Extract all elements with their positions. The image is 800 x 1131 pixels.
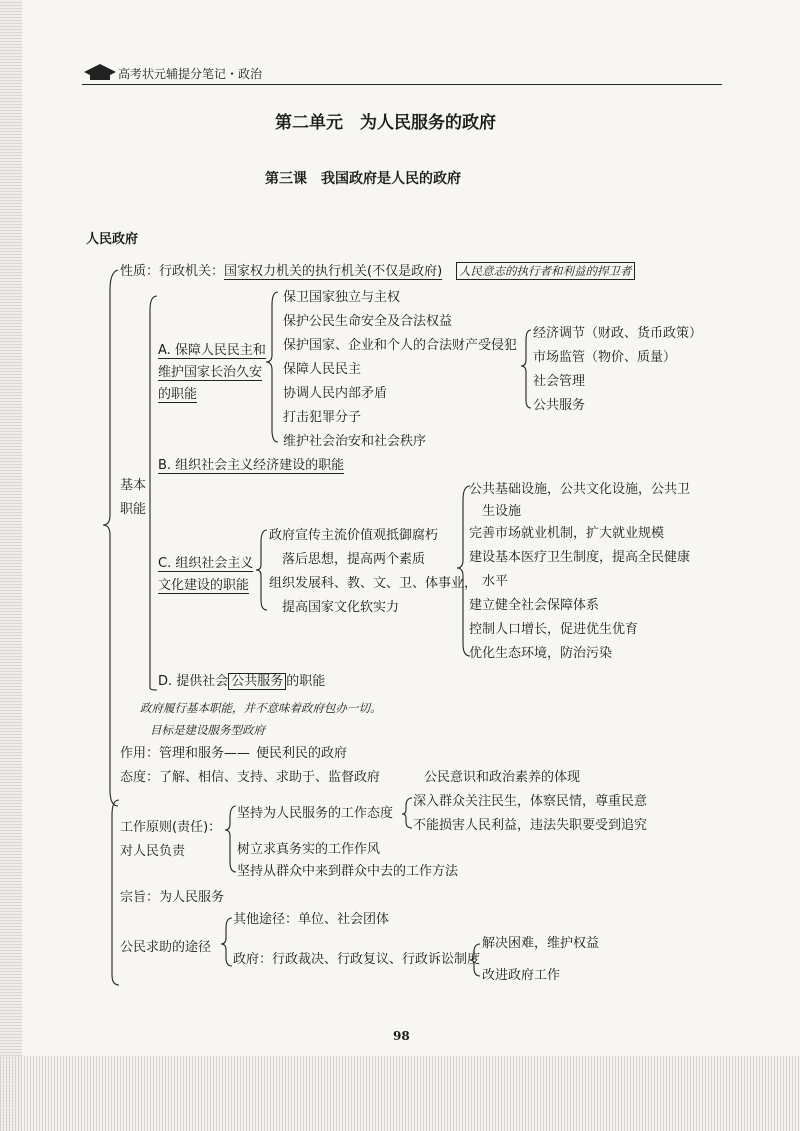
principle-item: 树立求真务实的工作作风: [237, 842, 381, 857]
social-item: 控制人口增长，促进优生优育: [469, 622, 639, 637]
attitude-sub: 不能损害人民利益，违法失职要受到追究: [413, 818, 648, 833]
help-government: 政府：行政裁决、行政复议、行政诉讼制度: [233, 952, 481, 967]
section-title: 人民政府: [86, 232, 139, 247]
page-number: 98: [393, 1029, 410, 1043]
function-a-item: 保障人民民主: [283, 362, 362, 377]
help-government-sub: 解决困难，维护权益: [482, 936, 600, 951]
attitude-sub: 深入群众关注民生，体察民情，尊重民意: [413, 794, 648, 809]
role-label: 作用：管理和服务——: [120, 746, 251, 761]
role-result: 便民利民的政府: [256, 746, 348, 761]
handwritten-note: 目标是建设服务型政府: [150, 723, 265, 737]
social-item: 完善市场就业机制，扩大就业规模: [469, 526, 665, 541]
lesson-title: 第三课 我国政府是人民的政府: [265, 171, 461, 187]
nature-row: [120, 264, 442, 280]
principle-label-2: 对人民负责: [120, 844, 186, 859]
culture-item: 组织发展科、教、文、卫、体事业，: [269, 576, 478, 591]
social-item: 优化生态环境，防治污染: [469, 646, 613, 661]
principle-item: 坚持为人民服务的工作态度: [237, 806, 394, 821]
function-a-item: 协调人民内部矛盾: [283, 386, 388, 401]
social-item: 生设施: [482, 504, 522, 519]
function-a-item: 打击犯罪分子: [283, 410, 362, 425]
help-label: 公民求助的途径: [120, 940, 212, 955]
function-a-item: 保卫国家独立与主权: [283, 290, 401, 305]
function-a-label: A. 保障人民民主和维护国家长治久安的职能: [158, 343, 266, 402]
unit-title: 第二单元 为人民服务的政府: [275, 113, 496, 133]
function-c-label: C. 组织社会主义文化建设的职能: [158, 556, 254, 593]
attitude-label: 态度：了解、相信、支持、求助于、监督政府: [120, 770, 381, 785]
purpose-label: 宗旨：为人民服务: [120, 890, 225, 905]
function-a-item: 保护国家、企业和个人的合法财产受侵犯: [283, 338, 518, 353]
econ-item: 经济调节（财政、货币政策）: [533, 326, 703, 341]
social-item: 建设基本医疗卫生制度，提高全民健康: [469, 550, 691, 565]
econ-item: 市场监管（物价、质量）: [533, 350, 677, 365]
social-item: 水平: [482, 574, 509, 589]
social-item: 建立健全社会保障体系: [469, 598, 600, 613]
culture-item: 政府宣传主流价值观抵御腐朽: [269, 528, 439, 543]
nature-prefix: 性质：行政机关：: [120, 264, 225, 279]
function-d-label: D. 提供社会 公共服务 的职能: [158, 674, 326, 689]
book-title: 高考状元辅提分笔记・政治: [118, 67, 263, 81]
help-government-sub: 改进政府工作: [482, 968, 561, 983]
culture-item: 落后思想，提高两个素质: [282, 552, 426, 567]
help-other: 其他途径：单位、社会团体: [233, 912, 390, 927]
social-item: 公共基础设施，公共文化设施，公共卫: [469, 482, 691, 497]
culture-item: 提高国家文化软实力: [282, 600, 400, 615]
econ-item: 公共服务: [533, 398, 586, 413]
econ-item: 社会管理: [533, 374, 586, 389]
principle-label: 工作原则(责任)：: [120, 820, 222, 835]
basic-functions-label: 基本职能: [120, 478, 147, 517]
principle-item: 坚持从群众中来到群众中去的工作方法: [237, 864, 459, 879]
nature-main: 国家权力机关的执行机关: [224, 264, 368, 279]
nature-paren: (不仅是政府): [367, 264, 443, 279]
nature-note: 人民意志的执行者和利益的捍卫者: [456, 262, 635, 280]
function-b-label: B. 组织社会主义经济建设的职能: [158, 458, 345, 473]
function-a-item: 保护公民生命安全及合法权益: [283, 314, 453, 329]
attitude-note: 公民意识和政治素养的体现: [424, 770, 581, 785]
function-a-item: 维护社会治安和社会秩序: [283, 434, 427, 449]
handwritten-note: 政府履行基本职能，并不意味着政府包办一切。: [140, 701, 382, 715]
